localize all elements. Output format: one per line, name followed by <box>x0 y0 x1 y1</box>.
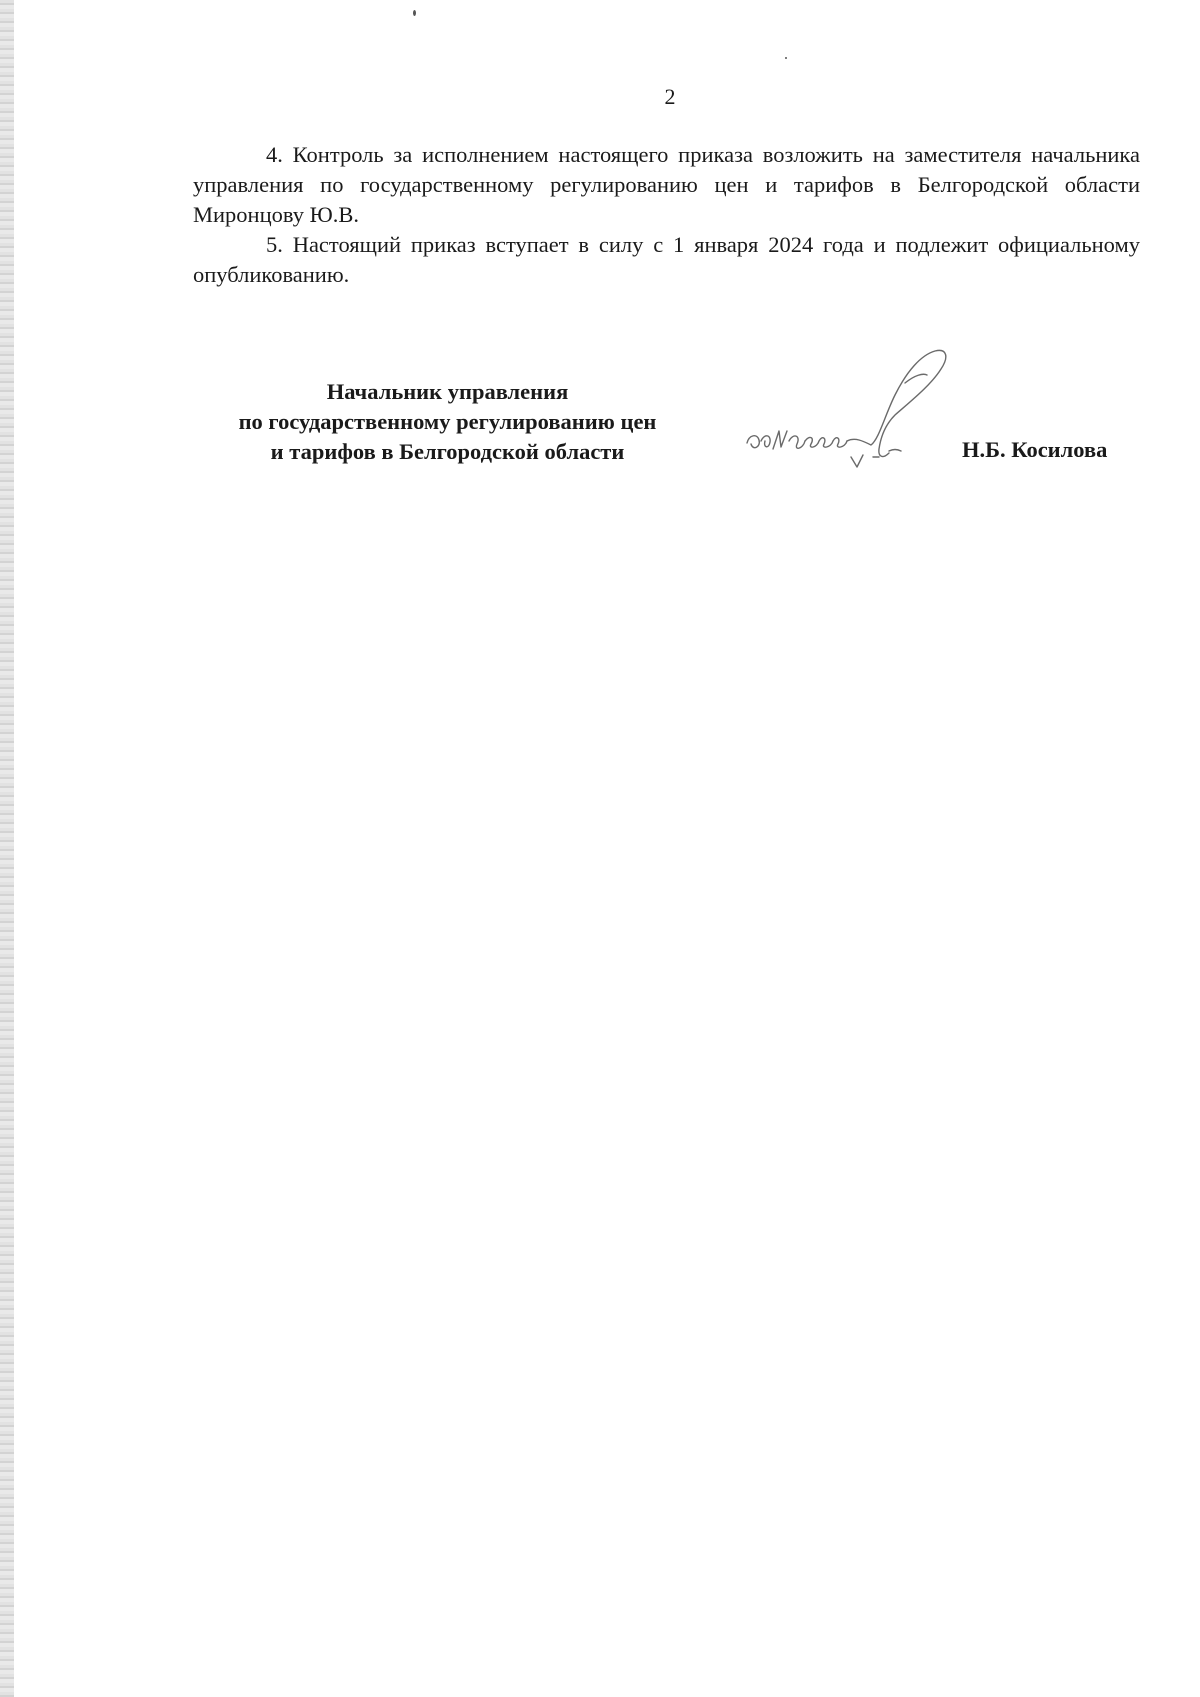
position-line: Начальник управления <box>326 379 569 404</box>
scan-speck <box>413 10 416 16</box>
page-number: 2 <box>664 84 676 109</box>
signer-name: Н.Б. Косилова <box>962 437 1108 462</box>
paragraph-5: 5. Настоящий приказ вступает в силу с 1 января 2024 года и подлежит официальному опубликованию. <box>193 232 1140 287</box>
scan-speck <box>785 57 787 59</box>
position-line: по государственному регулированию цен <box>238 409 657 434</box>
document-body <box>193 140 1140 290</box>
position-line: и тарифов в Белгородской области <box>270 439 625 464</box>
signatory-position <box>190 377 705 467</box>
paragraph-4: 4. Контроль за исполнением настоящего приказа возложить на заместителя начальника управления по государственному регулированию цен и тарифов в Белгородской области Миронцову Ю.В. <box>193 142 1140 227</box>
scan-edge-artifact <box>0 0 14 1697</box>
